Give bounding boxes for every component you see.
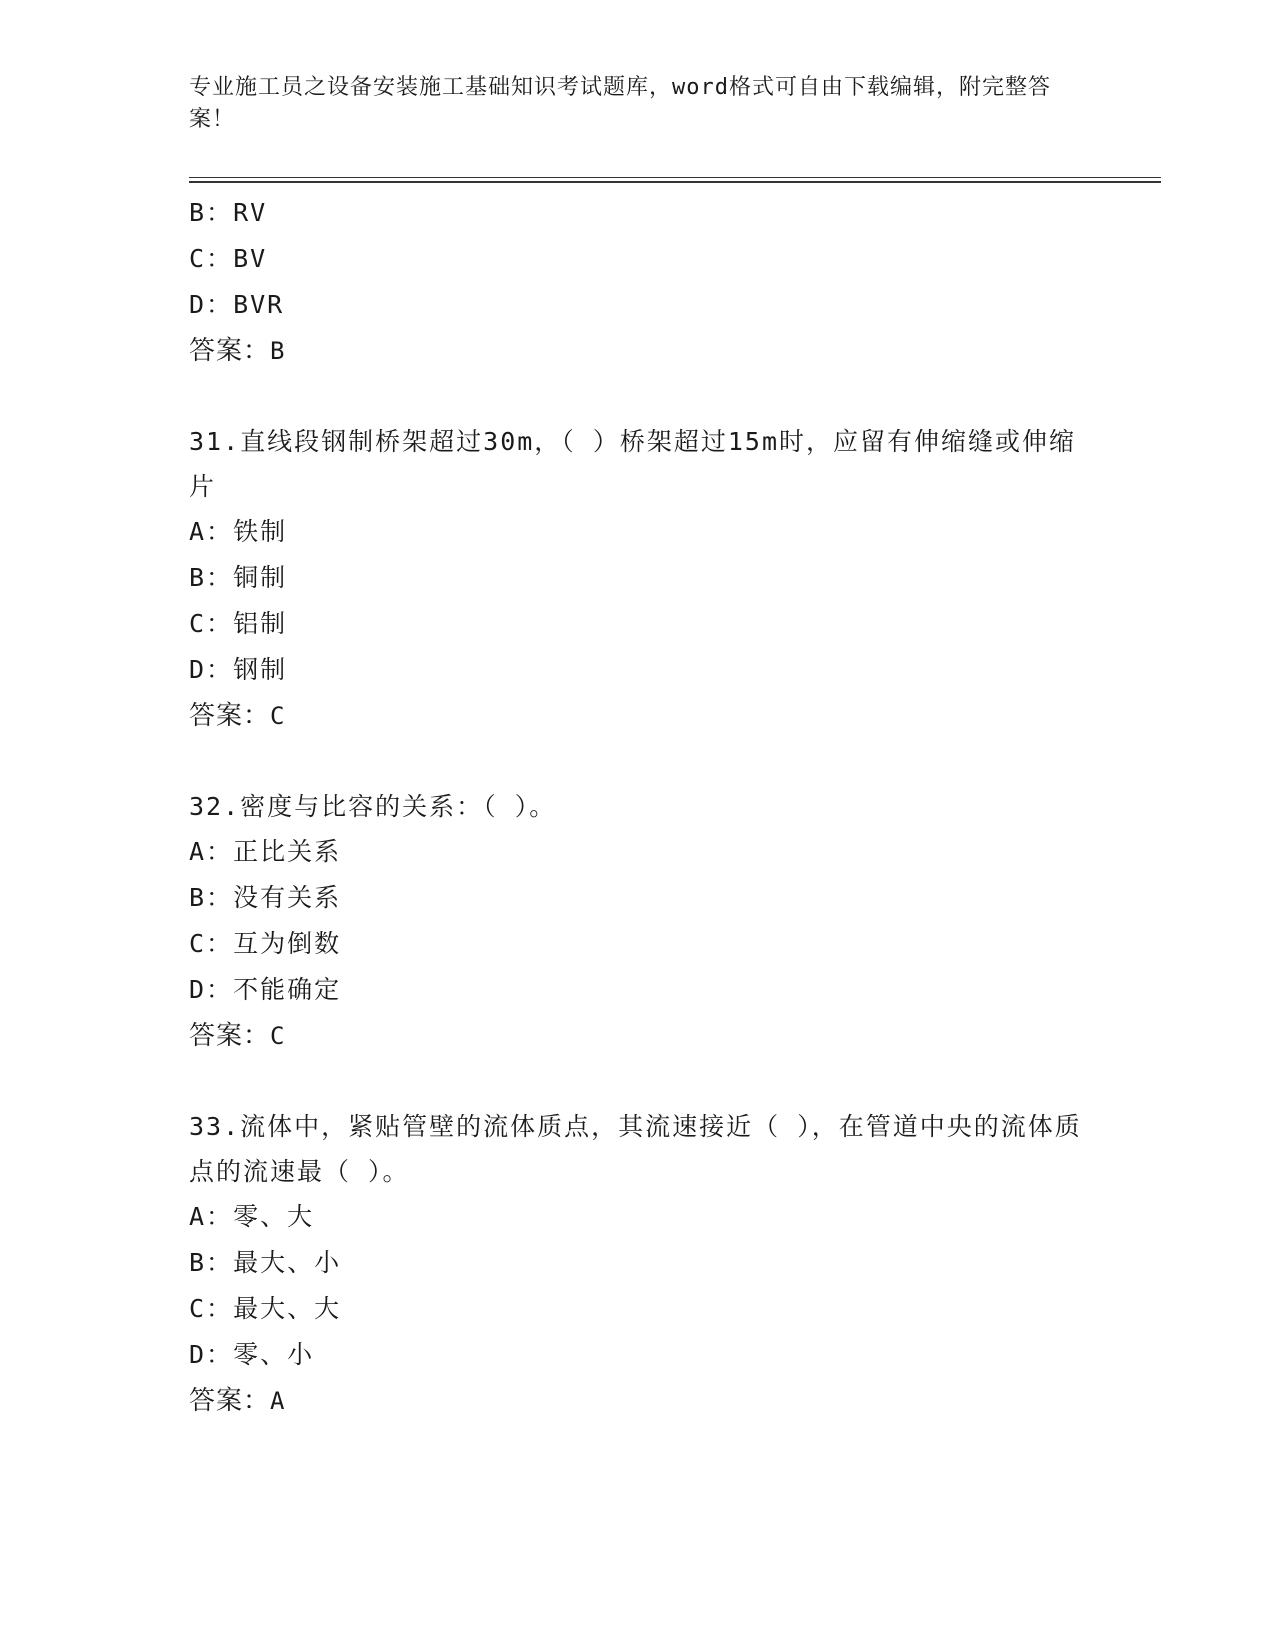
option-text: 互为倒数: [233, 929, 342, 958]
question-text: 33.流体中，紧贴管壁的流体质点，其流速接近（ ），在管道中央的流体质点的流速最（ ）。: [189, 1112, 1082, 1186]
header-divider-thick: [189, 181, 1161, 183]
option-label: C：: [189, 929, 234, 958]
spacer: [189, 374, 1089, 419]
option-label: B：: [189, 883, 234, 912]
option-a: [189, 509, 1089, 555]
spacer: [189, 739, 1089, 784]
previous-question-block: [189, 190, 1089, 374]
option-label: A：: [189, 1202, 234, 1231]
option-label: D：: [189, 655, 234, 684]
option-text: 零、小: [233, 1340, 315, 1369]
option-label: D：: [189, 975, 234, 1004]
option-c: [189, 236, 1089, 282]
option-text: 不能确定: [233, 975, 342, 1004]
option-label: C：: [189, 1294, 234, 1323]
answer-value: B: [270, 337, 286, 365]
option-d: [189, 282, 1089, 328]
option-c: [189, 601, 1089, 647]
option-label: B：: [189, 1248, 234, 1277]
question-text: 32.密度与比容的关系：（ ）。: [189, 792, 557, 821]
page-header-text: 专业施工员之设备安装施工基础知识考试题库，word格式可自由下载编辑，附完整答案！: [189, 75, 1051, 132]
spacer: [189, 1059, 1089, 1104]
option-label: A：: [189, 517, 234, 546]
answer-label: 答案：: [189, 1386, 271, 1416]
option-a: [189, 829, 1089, 875]
option-c: [189, 921, 1089, 967]
option-a: [189, 1194, 1089, 1240]
answer-line: [189, 693, 1089, 739]
option-text: 最大、小: [233, 1248, 342, 1277]
option-label: C：: [189, 244, 234, 273]
question-block-31: [189, 419, 1089, 739]
option-text: 铜制: [233, 563, 288, 592]
option-text: 最大、大: [233, 1294, 342, 1323]
answer-value: C: [270, 702, 286, 730]
question-block-33: [189, 1104, 1089, 1424]
option-d: [189, 647, 1089, 693]
option-text: BVR: [233, 290, 285, 319]
option-d: [189, 1332, 1089, 1378]
option-b: [189, 190, 1089, 236]
question-block-32: [189, 784, 1089, 1059]
option-text: 钢制: [233, 655, 288, 684]
option-label: A：: [189, 837, 234, 866]
answer-label: 答案：: [189, 701, 271, 731]
option-text: 零、大: [233, 1202, 315, 1231]
option-label: B：: [189, 198, 234, 227]
answer-value: C: [270, 1022, 286, 1050]
option-label: B：: [189, 563, 234, 592]
question-list: [189, 190, 1089, 1424]
question-text: 31.直线段钢制桥架超过30m，（ ）桥架超过15m时，应留有伸缩缝或伸缩片: [189, 427, 1077, 501]
answer-line: [189, 1013, 1089, 1059]
option-label: D：: [189, 290, 234, 319]
option-b: [189, 875, 1089, 921]
header-divider-thin: [189, 177, 1161, 178]
option-text: 没有关系: [233, 883, 342, 912]
option-b: [189, 1240, 1089, 1286]
option-label: D：: [189, 1340, 234, 1369]
option-text: 铝制: [233, 609, 288, 638]
option-c: [189, 1286, 1089, 1332]
answer-line: [189, 1378, 1089, 1424]
option-text: 正比关系: [233, 837, 342, 866]
answer-value: A: [270, 1387, 286, 1415]
answer-line: [189, 328, 1089, 374]
answer-label: 答案：: [189, 1021, 271, 1051]
option-b: [189, 555, 1089, 601]
option-text: BV: [233, 244, 268, 273]
option-text: 铁制: [233, 517, 288, 546]
option-label: C：: [189, 609, 234, 638]
option-d: [189, 967, 1089, 1013]
answer-label: 答案：: [189, 336, 271, 366]
option-text: RV: [233, 198, 268, 227]
